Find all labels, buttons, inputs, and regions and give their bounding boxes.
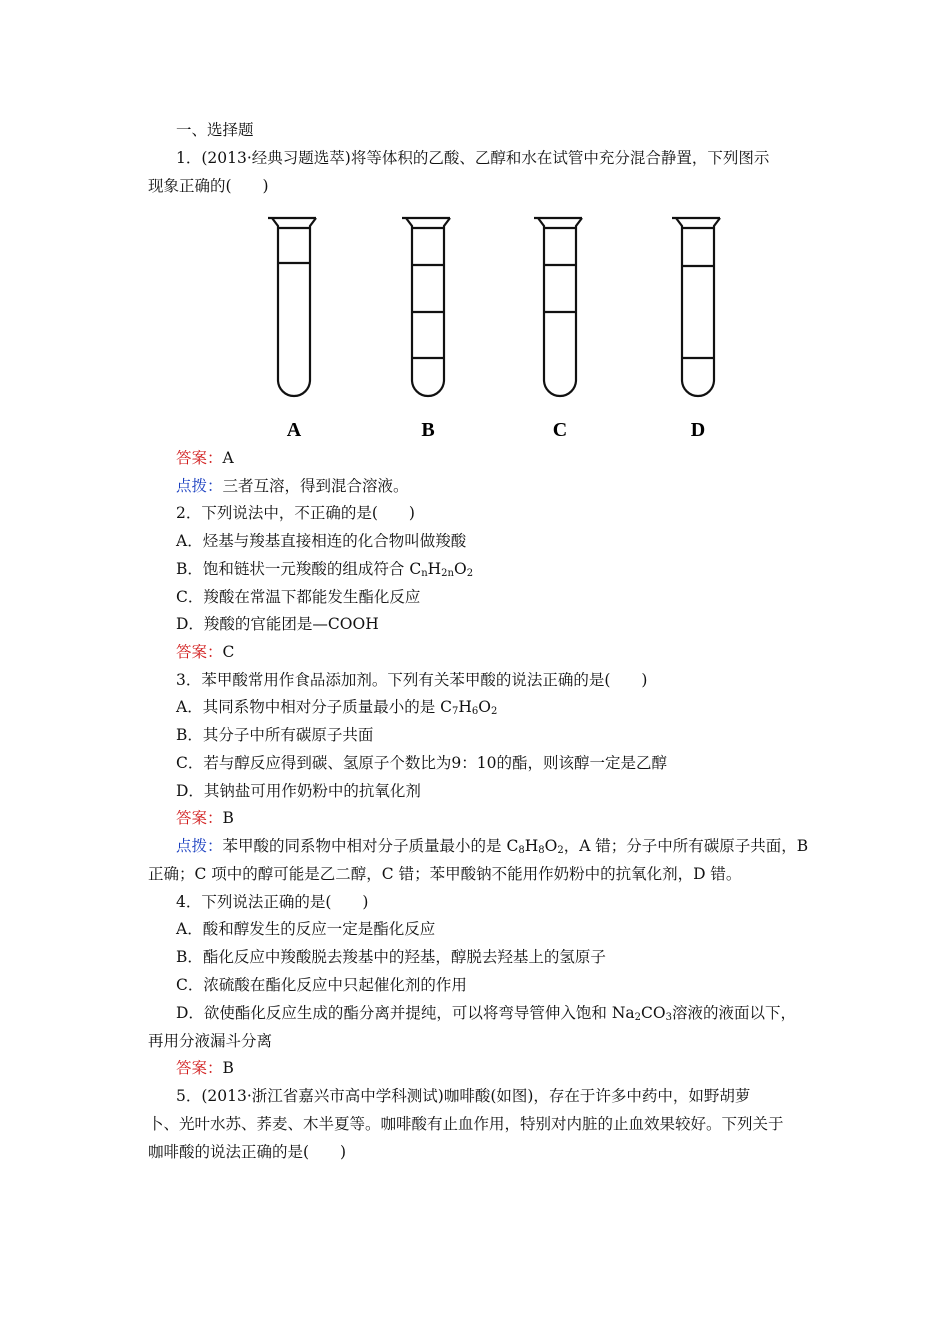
q1-answer-value: A	[222, 449, 234, 467]
q4-option-d-line2: 再用分液漏斗分离	[148, 1032, 273, 1050]
q2-option-b-text: B．饱和链状一元羧酸的组成符合 C	[176, 560, 422, 578]
tube-label-d: D	[690, 419, 706, 441]
q4-stem: 4．下列说法正确的是( )	[176, 893, 369, 911]
q3-stem: 3．苯甲酸常用作食品添加剂。下列有关苯甲酸的说法正确的是( )	[176, 671, 648, 689]
tube-d	[672, 218, 720, 396]
hint-label: 点拨：	[176, 837, 223, 855]
answer-label: 答案：	[176, 643, 223, 661]
q3-hint-text-a: 苯甲酸的同系物中相对分子质量最小的是 C	[222, 837, 519, 855]
q2-sub-n: n	[421, 568, 428, 579]
q3h-sub-c: 8	[518, 845, 525, 856]
q4-option-d-text-a: D．欲使酯化反应生成的酯分离并提纯，可以将弯导管伸入饱和 Na	[176, 1004, 635, 1022]
answer-label: 答案：	[176, 449, 223, 467]
q2-stem: 2．下列说法中，不正确的是( )	[176, 504, 415, 522]
q4-answer	[176, 1058, 846, 1078]
q2-option-b	[176, 559, 846, 584]
q5-stem-line1: 5．(2013·浙江省嘉兴市高中学科测试)咖啡酸(如图)，存在于许多中药中，如野胡萝	[176, 1087, 751, 1105]
tube-c	[534, 218, 582, 396]
tube-b	[402, 218, 450, 396]
q3-answer	[176, 808, 846, 828]
q1-hint	[176, 476, 846, 496]
hint-label: 点拨：	[176, 477, 223, 495]
q3-option-a-text: A．其同系物中相对分子质量最小的是 C	[176, 698, 452, 716]
q3-option-c: C．若与醇反应得到碳、氢原子个数比为9：10的酯，则该醇一定是乙醇	[176, 754, 667, 772]
q2-answer	[176, 642, 846, 662]
q5-stem-line2: 卜、光叶水苏、荞麦、木半夏等。咖啡酸有止血作用，特别对内脏的止血效果较好。下列关于	[148, 1115, 784, 1133]
q3-option-d: D．其钠盐可用作奶粉中的抗氧化剂	[176, 782, 421, 800]
answer-label: 答案：	[176, 809, 223, 827]
q4-option-d-text-b: 溶液的液面以下，	[672, 1004, 797, 1022]
q3-option-a: A．其同系物中相对分子质量最小的是 $C_7H_6O_2$	[176, 698, 498, 717]
q1-hint-text: 三者互溶，得到混合溶液。	[222, 477, 409, 495]
q2-h: H	[427, 560, 442, 578]
q4-option-b: B．酯化反应中羧酸脱去羧基中的羟基，醇脱去羟基上的氢原子	[176, 948, 606, 966]
q2-o: O	[453, 560, 467, 578]
q3-hint-text-b: ，A 错；分子中所有碳原子共面，B	[563, 837, 809, 855]
q2-sub-h: 2n	[441, 568, 454, 579]
q3h-sub-o: 2	[557, 845, 564, 856]
q2-sub-o: 2	[466, 568, 474, 579]
q3a-sub-h: 6	[471, 706, 479, 717]
q1-stem-line2: 现象正确的( )	[148, 177, 269, 195]
q2-option-c: C．羧酸在常温下都能发生酯化反应	[176, 588, 421, 606]
q3-hint-line1: 点拨：苯甲酸的同系物中相对分子质量最小的是 $C_8H_8O_2$，A 错；分子中所有碳原子共面，B	[176, 837, 809, 856]
q4-answer-value: B	[222, 1059, 234, 1077]
q2-option-d: D．羧酸的官能团是—COOH	[176, 615, 379, 633]
tube-a	[268, 218, 316, 396]
test-tubes-figure	[250, 210, 750, 445]
q5-stem-line3: 咖啡酸的说法正确的是( )	[148, 1143, 347, 1161]
q1-stem-line1: 1．(2013·经典习题选萃)将等体积的乙酸、乙醇和水在试管中充分混合静置，下列图示	[176, 149, 770, 167]
answer-label: 答案：	[176, 1059, 223, 1077]
tube-label-b: B	[421, 419, 435, 441]
q3-option-b: B．其分子中所有碳原子共面	[176, 726, 374, 744]
q2-answer-value: C	[222, 643, 235, 661]
tube-label-a: A	[286, 419, 302, 441]
q3h-sub-h: 8	[538, 845, 545, 856]
q3-answer-value: B	[222, 809, 234, 827]
q2-option-a: A．烃基与羧基直接相连的化合物叫做羧酸	[176, 532, 467, 550]
q3-hint-line2: 正确；C 项中的醇可能是乙二醇，C 错；苯甲酸钠不能用作奶粉中的抗氧化剂，D 错。	[148, 865, 742, 883]
q1-answer	[176, 448, 846, 468]
q3a-sub-o: 2	[490, 706, 498, 717]
section-title: 一、选择题	[176, 121, 254, 139]
q4-option-d-line1: D．欲使酯化反应生成的酯分离并提纯，可以将弯导管伸入饱和 $Na_2CO_3$溶液的液面以下，	[176, 1004, 797, 1023]
q4-option-a: A．酸和醇发生的反应一定是酯化反应	[176, 920, 436, 938]
q4-option-c: C．浓硫酸在酯化反应中只起催化剂的作用	[176, 976, 467, 994]
tube-label-c: C	[552, 419, 568, 441]
q3a-sub-c: 7	[451, 706, 459, 717]
